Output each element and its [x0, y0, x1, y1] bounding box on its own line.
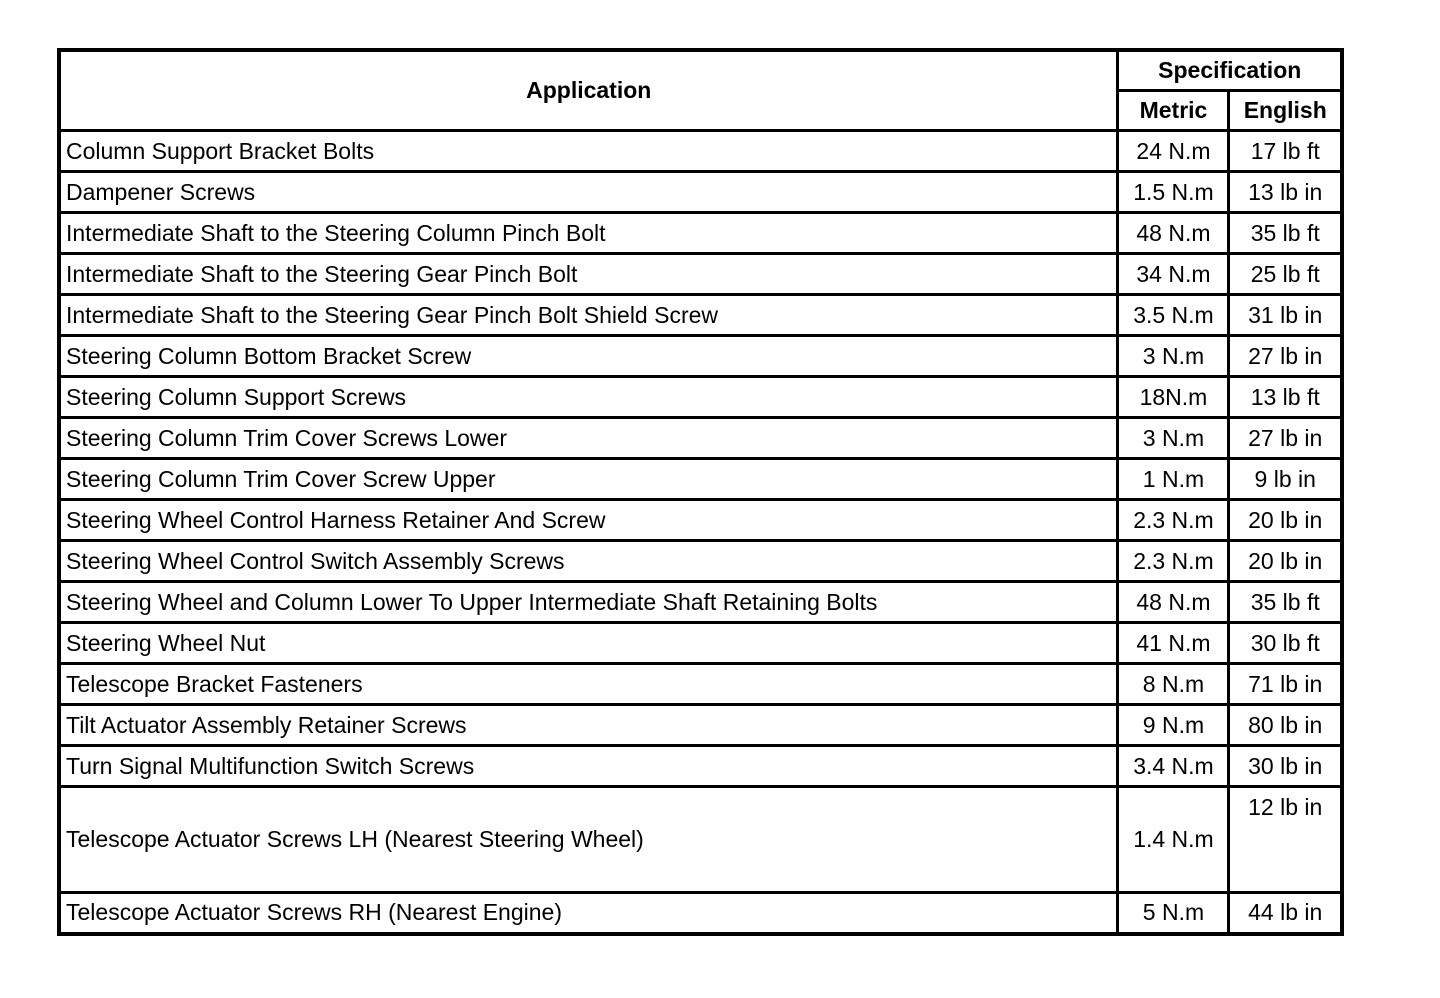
metric-cell: 1.4 N.m — [1118, 787, 1229, 893]
table-row — [59, 131, 1342, 172]
table-row — [59, 623, 1342, 664]
english-cell: 44 lb in — [1229, 893, 1342, 934]
table-row — [59, 705, 1342, 746]
metric-cell: 3 N.m — [1118, 336, 1229, 377]
application-cell: Steering Column Support Screws — [59, 377, 1118, 418]
application-cell: Steering Column Trim Cover Screws Lower — [59, 418, 1118, 459]
metric-cell: 1 N.m — [1118, 459, 1229, 500]
metric-cell: 48 N.m — [1118, 582, 1229, 623]
metric-cell: 24 N.m — [1118, 131, 1229, 172]
metric-cell: 18N.m — [1118, 377, 1229, 418]
english-cell: 20 lb in — [1229, 541, 1342, 582]
application-cell: Steering Column Bottom Bracket Screw — [59, 336, 1118, 377]
metric-cell: 5 N.m — [1118, 893, 1229, 934]
metric-cell: 48 N.m — [1118, 213, 1229, 254]
application-cell: Column Support Bracket Bolts — [59, 131, 1118, 172]
english-cell: 35 lb ft — [1229, 582, 1342, 623]
table-row — [59, 893, 1342, 934]
english-cell: 12 lb in — [1229, 787, 1342, 893]
metric-cell: 2.3 N.m — [1118, 541, 1229, 582]
english-cell: 71 lb in — [1229, 664, 1342, 705]
table-row — [59, 172, 1342, 213]
table-row — [59, 295, 1342, 336]
metric-cell: 3.4 N.m — [1118, 746, 1229, 787]
metric-cell: 2.3 N.m — [1118, 500, 1229, 541]
english-cell: 13 lb in — [1229, 172, 1342, 213]
metric-cell: 8 N.m — [1118, 664, 1229, 705]
application-cell: Dampener Screws — [59, 172, 1118, 213]
table-row — [59, 746, 1342, 787]
specification-header: Specification — [1118, 50, 1342, 91]
table-row — [59, 582, 1342, 623]
metric-cell: 3.5 N.m — [1118, 295, 1229, 336]
application-cell: Steering Wheel Control Switch Assembly Screws — [59, 541, 1118, 582]
table-row — [59, 541, 1342, 582]
application-cell: Steering Column Trim Cover Screw Upper — [59, 459, 1118, 500]
english-cell: 30 lb in — [1229, 746, 1342, 787]
table-row — [59, 377, 1342, 418]
table-row — [59, 418, 1342, 459]
table-row — [59, 459, 1342, 500]
english-cell: 25 lb ft — [1229, 254, 1342, 295]
application-cell: Telescope Actuator Screws LH (Nearest Steering Wheel) — [59, 787, 1118, 893]
metric-cell: 3 N.m — [1118, 418, 1229, 459]
application-cell: Steering Wheel Nut — [59, 623, 1118, 664]
metric-cell: 34 N.m — [1118, 254, 1229, 295]
table-row — [59, 254, 1342, 295]
application-cell: Tilt Actuator Assembly Retainer Screws — [59, 705, 1118, 746]
application-cell: Turn Signal Multifunction Switch Screws — [59, 746, 1118, 787]
application-cell: Telescope Actuator Screws RH (Nearest Engine) — [59, 893, 1118, 934]
metric-cell: 41 N.m — [1118, 623, 1229, 664]
english-cell: 27 lb in — [1229, 336, 1342, 377]
english-cell: 17 lb ft — [1229, 131, 1342, 172]
english-cell: 20 lb in — [1229, 500, 1342, 541]
english-cell: 27 lb in — [1229, 418, 1342, 459]
application-cell: Intermediate Shaft to the Steering Column Pinch Bolt — [59, 213, 1118, 254]
metric-cell: 1.5 N.m — [1118, 172, 1229, 213]
application-cell: Steering Wheel and Column Lower To Upper Intermediate Shaft Retaining Bolts — [59, 582, 1118, 623]
application-cell: Telescope Bracket Fasteners — [59, 664, 1118, 705]
english-header: English — [1229, 91, 1342, 131]
fastener-spec-table — [57, 48, 1344, 936]
metric-header: Metric — [1118, 91, 1229, 131]
english-cell: 9 lb in — [1229, 459, 1342, 500]
table-row — [59, 500, 1342, 541]
english-cell: 30 lb ft — [1229, 623, 1342, 664]
table-row — [59, 664, 1342, 705]
metric-cell: 9 N.m — [1118, 705, 1229, 746]
english-cell: 13 lb ft — [1229, 377, 1342, 418]
header-row — [59, 50, 1342, 91]
table-row — [59, 213, 1342, 254]
english-cell: 80 lb in — [1229, 705, 1342, 746]
english-cell: 35 lb ft — [1229, 213, 1342, 254]
application-cell: Intermediate Shaft to the Steering Gear Pinch Bolt Shield Screw — [59, 295, 1118, 336]
application-cell: Steering Wheel Control Harness Retainer And Screw — [59, 500, 1118, 541]
table-row — [59, 336, 1342, 377]
table-row — [59, 787, 1342, 893]
application-cell: Intermediate Shaft to the Steering Gear Pinch Bolt — [59, 254, 1118, 295]
application-header: Application — [59, 50, 1118, 131]
english-cell: 31 lb in — [1229, 295, 1342, 336]
